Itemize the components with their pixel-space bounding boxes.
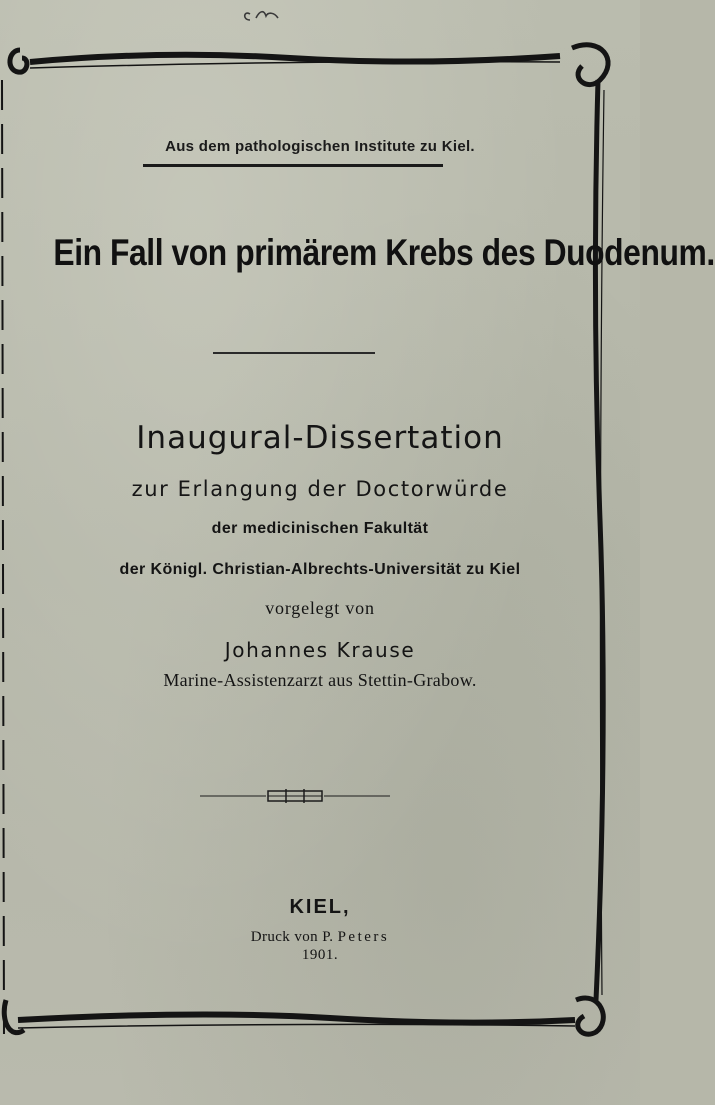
faculty-line: der medicinischen Fakultät	[211, 520, 429, 537]
ornament-divider	[200, 786, 390, 806]
institute-underline	[143, 164, 443, 167]
publication-year: 1901.	[301, 947, 339, 963]
printer-line	[20, 929, 620, 946]
institute-line: Aus dem pathologischen Institute zu Kiel.	[165, 138, 475, 155]
university-line: der Königl. Christian-Albrechts-Universität zu Kiel	[119, 561, 521, 578]
author-rank: Marine-Assistenzarzt aus Stettin-Grabow.	[163, 670, 477, 690]
presented-by: vorgelegt von	[265, 598, 375, 618]
page-title: Ein Fall von primärem Krebs des Duodenum.	[53, 232, 715, 273]
dissertation-heading: Inaugural-Dissertation	[136, 420, 504, 456]
purpose-line: zur Erlangung der Doctorwürde	[131, 477, 509, 501]
title-divider	[213, 352, 375, 354]
publication-city: KIEL,	[289, 896, 351, 918]
author-name: Johannes Krause	[224, 638, 416, 662]
printer-prefix: Druck von P.	[250, 929, 334, 945]
printer-name: Peters	[337, 929, 390, 945]
